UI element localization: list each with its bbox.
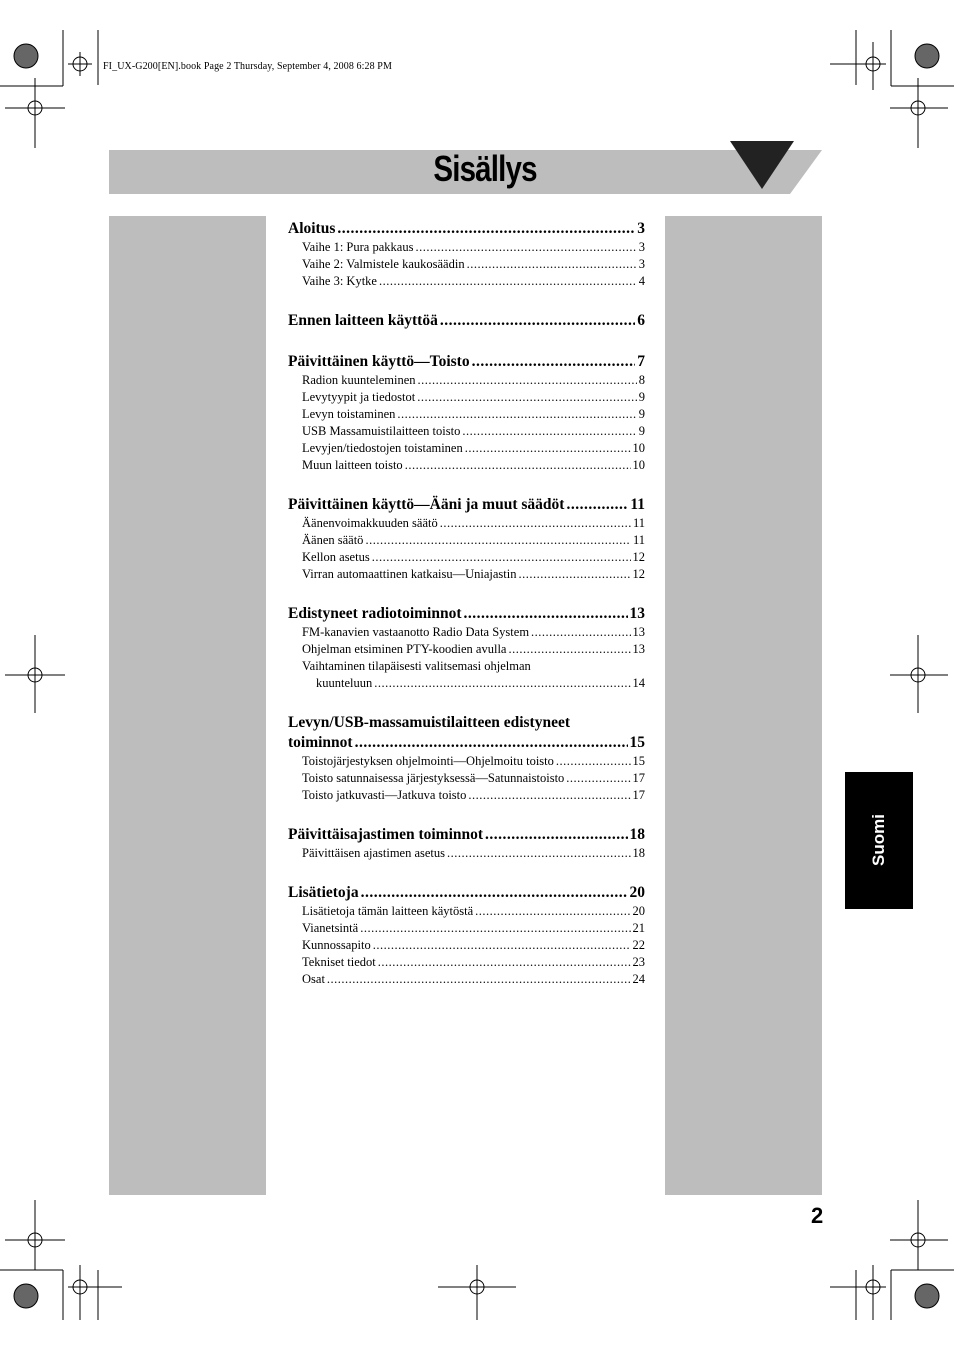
leader-dots bbox=[360, 920, 630, 937]
toc-item-label: Levyn toistaminen bbox=[302, 407, 396, 421]
toc-section bbox=[288, 352, 645, 474]
leader-dots bbox=[464, 604, 628, 624]
toc-item-page: 8 bbox=[638, 373, 645, 387]
toc-section-heading[interactable] bbox=[288, 604, 645, 624]
toc-item-page: 10 bbox=[632, 441, 645, 455]
leader-dots bbox=[462, 423, 636, 440]
toc-section-heading[interactable] bbox=[288, 825, 645, 845]
toc-item-label: Toisto jatkuvasti—Jatkuva toisto bbox=[302, 788, 467, 802]
toc-item[interactable] bbox=[288, 566, 645, 583]
leader-dots bbox=[467, 256, 637, 273]
toc-item-page: 15 bbox=[632, 754, 645, 768]
toc-item-label: kuunteluun bbox=[316, 676, 373, 690]
table-of-contents bbox=[288, 219, 645, 1009]
toc-item-label: Radion kuunteleminen bbox=[302, 373, 416, 387]
leader-dots bbox=[447, 845, 630, 862]
leader-dots bbox=[440, 515, 631, 532]
leader-dots bbox=[440, 311, 635, 331]
leader-dots bbox=[373, 937, 631, 954]
toc-section-heading[interactable] bbox=[288, 352, 645, 372]
toc-item-page: 11 bbox=[632, 516, 645, 530]
toc-item-page: 9 bbox=[638, 390, 645, 404]
toc-item-label: Vaihe 3: Kytke bbox=[302, 274, 377, 288]
toc-item[interactable] bbox=[288, 753, 645, 770]
leader-dots bbox=[566, 770, 630, 787]
leader-dots bbox=[465, 440, 631, 457]
toc-item-page: 9 bbox=[638, 424, 645, 438]
toc-item-page: 12 bbox=[632, 550, 645, 564]
toc-heading-label: Päivittäinen käyttö—Ääni ja muut säädöt bbox=[288, 496, 565, 513]
toc-heading-label: toiminnot bbox=[288, 734, 353, 751]
leader-dots bbox=[485, 825, 627, 845]
toc-item-label: Virran automaattinen katkaisu—Uniajastin bbox=[302, 567, 517, 581]
toc-item[interactable] bbox=[288, 770, 645, 787]
toc-item-label: Toistojärjestyksen ohjelmointi—Ohjelmoitu toisto bbox=[302, 754, 554, 768]
toc-item-page: 12 bbox=[632, 567, 645, 581]
toc-item[interactable] bbox=[288, 675, 645, 692]
leader-dots bbox=[531, 624, 630, 641]
toc-item[interactable] bbox=[288, 532, 645, 549]
leader-dots bbox=[374, 675, 630, 692]
language-tab bbox=[845, 772, 913, 909]
toc-heading-page: 7 bbox=[637, 353, 645, 370]
page-title: Sisällys bbox=[433, 148, 537, 189]
toc-heading-label: Edistyneet radiotoiminnot bbox=[288, 605, 462, 622]
toc-heading-label: Aloitus bbox=[288, 220, 336, 237]
toc-item-label: Toisto satunnaisessa järjestyksessä—Satunnaistoisto bbox=[302, 771, 565, 785]
leader-dots bbox=[337, 219, 635, 239]
toc-item[interactable] bbox=[288, 440, 645, 457]
leader-dots bbox=[379, 273, 637, 290]
toc-item-label: Päivittäisen ajastimen asetus bbox=[302, 846, 446, 860]
language-tab-label: Suomi bbox=[869, 814, 888, 866]
leader-dots bbox=[378, 954, 631, 971]
toc-item-label: Levyjen/tiedostojen toistaminen bbox=[302, 441, 463, 455]
leader-dots bbox=[475, 903, 630, 920]
toc-item-label: Äänenvoimakkuuden säätö bbox=[302, 516, 438, 530]
toc-item-label: USB Massamuistilaitteen toisto bbox=[302, 424, 461, 438]
toc-item-page: 14 bbox=[632, 676, 645, 690]
toc-item-label: Vaihe 2: Valmistele kaukosäädin bbox=[302, 257, 465, 271]
toc-section bbox=[288, 825, 645, 862]
toc-item[interactable] bbox=[288, 515, 645, 532]
toc-item[interactable] bbox=[288, 971, 645, 988]
toc-heading-page: 20 bbox=[629, 884, 645, 901]
leader-dots bbox=[365, 532, 631, 549]
toc-item-page: 22 bbox=[632, 938, 645, 952]
toc-item-label: Muun laitteen toisto bbox=[302, 458, 403, 472]
leader-dots bbox=[556, 753, 631, 770]
toc-item[interactable] bbox=[288, 406, 645, 423]
title-bar-corner bbox=[790, 150, 822, 194]
toc-item[interactable] bbox=[288, 457, 645, 474]
toc-heading-page: 11 bbox=[630, 496, 645, 513]
toc-section bbox=[288, 713, 645, 804]
toc-item-page: 17 bbox=[632, 771, 645, 785]
toc-item[interactable] bbox=[288, 624, 645, 641]
left-gray-panel bbox=[109, 216, 266, 1195]
leader-dots bbox=[418, 372, 637, 389]
leader-dots bbox=[417, 389, 637, 406]
toc-item-page: 20 bbox=[632, 904, 645, 918]
leader-dots bbox=[355, 733, 628, 753]
toc-item-page: 17 bbox=[632, 788, 645, 802]
toc-item[interactable] bbox=[288, 549, 645, 566]
toc-item-label: Lisätietoja tämän laitteen käytöstä bbox=[302, 904, 474, 918]
toc-heading-label: Ennen laitteen käyttöä bbox=[288, 312, 438, 329]
toc-item[interactable] bbox=[288, 239, 645, 256]
toc-item-page: 18 bbox=[632, 846, 645, 860]
toc-item-line: Vaihtaminen tilapäisesti valitsemasi ohjelman bbox=[302, 659, 531, 673]
toc-item-page: 24 bbox=[632, 972, 645, 986]
toc-item-label: Osat bbox=[302, 972, 325, 986]
toc-section-heading[interactable] bbox=[288, 219, 645, 239]
toc-item-label: Kunnossapito bbox=[302, 938, 371, 952]
toc-item-label: Ohjelman etsiminen PTY-koodien avulla bbox=[302, 642, 507, 656]
toc-item-label: Vianetsintä bbox=[302, 921, 359, 935]
right-gray-panel bbox=[665, 216, 822, 1195]
leader-dots bbox=[397, 406, 636, 423]
toc-item-label: Levytyypit ja tiedostot bbox=[302, 390, 416, 404]
leader-dots bbox=[508, 641, 630, 658]
toc-section-heading-line: Levyn/USB-massamuistilaitteen edistyneet bbox=[288, 714, 571, 731]
toc-item[interactable] bbox=[288, 423, 645, 440]
toc-item-page: 3 bbox=[638, 257, 645, 271]
toc-section bbox=[288, 883, 645, 988]
toc-item-page: 21 bbox=[632, 921, 645, 935]
toc-item-page: 10 bbox=[632, 458, 645, 472]
toc-heading-page: 3 bbox=[637, 220, 645, 237]
toc-item-page: 11 bbox=[632, 533, 645, 547]
toc-heading-page: 15 bbox=[629, 734, 645, 751]
leader-dots bbox=[361, 883, 628, 903]
toc-item-label: FM-kanavien vastaanotto Radio Data System bbox=[302, 625, 530, 639]
leader-dots bbox=[472, 352, 636, 372]
toc-heading-page: 18 bbox=[629, 826, 645, 843]
toc-item-label: Kellon asetus bbox=[302, 550, 370, 564]
toc-item-page: 13 bbox=[632, 642, 645, 656]
toc-heading-page: 13 bbox=[629, 605, 645, 622]
toc-section-heading[interactable] bbox=[288, 733, 645, 753]
toc-item[interactable] bbox=[288, 920, 645, 937]
toc-item[interactable] bbox=[288, 273, 645, 290]
toc-item[interactable] bbox=[288, 954, 645, 971]
leader-dots bbox=[566, 495, 628, 515]
toc-section-heading[interactable] bbox=[288, 311, 645, 331]
leader-dots bbox=[327, 971, 631, 988]
leader-dots bbox=[415, 239, 636, 256]
toc-heading-label: Lisätietoja bbox=[288, 884, 359, 901]
leader-dots bbox=[372, 549, 631, 566]
toc-heading-page: 6 bbox=[637, 312, 645, 329]
toc-item-page: 4 bbox=[638, 274, 645, 288]
toc-item-page: 13 bbox=[632, 625, 645, 639]
toc-item-label: Äänen säätö bbox=[302, 533, 364, 547]
leader-dots bbox=[405, 457, 631, 474]
toc-section-heading[interactable] bbox=[288, 495, 645, 515]
toc-item[interactable] bbox=[288, 389, 645, 406]
toc-item[interactable] bbox=[288, 641, 645, 658]
toc-section bbox=[288, 604, 645, 692]
toc-item[interactable] bbox=[288, 787, 645, 804]
toc-item-label: Tekniset tiedot bbox=[302, 955, 376, 969]
toc-heading-label: Päivittäisajastimen toiminnot bbox=[288, 826, 484, 843]
page-number: 2 bbox=[811, 1203, 824, 1228]
toc-item[interactable] bbox=[288, 372, 645, 389]
toc-section bbox=[288, 219, 645, 290]
toc-item[interactable] bbox=[288, 845, 645, 862]
toc-section bbox=[288, 495, 645, 583]
toc-heading-label: Päivittäinen käyttö—Toisto bbox=[288, 353, 470, 370]
toc-item-page: 23 bbox=[632, 955, 645, 969]
leader-dots bbox=[468, 787, 630, 804]
toc-section bbox=[288, 311, 645, 331]
toc-item-page: 9 bbox=[638, 407, 645, 421]
toc-item[interactable] bbox=[288, 903, 645, 920]
toc-item-page: 3 bbox=[638, 240, 645, 254]
toc-item-label: Vaihe 1: Pura pakkaus bbox=[302, 240, 414, 254]
book-file-info: FI_UX-G200[EN].book Page 2 Thursday, September 4, 2008 6:28 PM bbox=[103, 61, 392, 72]
toc-item[interactable] bbox=[288, 256, 645, 273]
toc-section-heading[interactable] bbox=[288, 883, 645, 903]
toc-item[interactable] bbox=[288, 937, 645, 954]
leader-dots bbox=[518, 566, 630, 583]
